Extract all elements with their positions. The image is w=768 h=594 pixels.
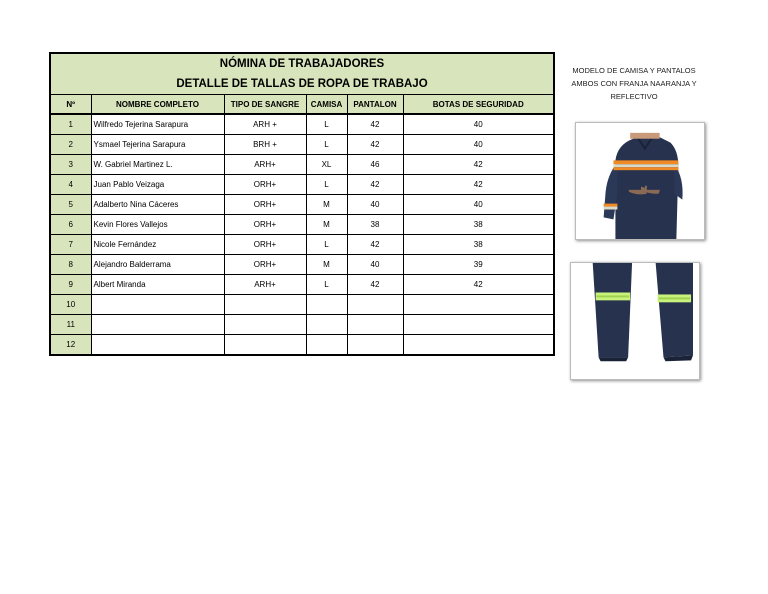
shirt-illustration <box>576 123 704 239</box>
cell-boots-size <box>403 335 553 355</box>
cell-number: 5 <box>51 195 91 215</box>
cell-number: 4 <box>51 175 91 195</box>
caption-line: REFLECTIVO <box>610 92 658 101</box>
cell-shirt-size: L <box>306 275 347 295</box>
cell-name: Wilfredo Tejerina Sarapura <box>91 114 224 135</box>
cell-number: 7 <box>51 235 91 255</box>
cell-name: Nicole Fernández <box>91 235 224 255</box>
cell-boots-size: 38 <box>403 215 553 235</box>
cell-name: Ysmael Tejerina Sarapura <box>91 135 224 155</box>
table-row <box>51 255 553 275</box>
cell-pants-size: 42 <box>347 275 403 295</box>
cell-blood-type: BRH + <box>224 135 306 155</box>
table-row <box>51 175 553 195</box>
cell-pants-size: 42 <box>347 235 403 255</box>
cell-boots-size: 40 <box>403 114 553 135</box>
col-header-blood-type: TIPO DE SANGRE <box>224 95 306 114</box>
cell-shirt-size: L <box>306 135 347 155</box>
cell-pants-size: 46 <box>347 155 403 175</box>
cell-shirt-size <box>306 335 347 355</box>
cell-shirt-size: M <box>306 215 347 235</box>
cell-shirt-size: M <box>306 195 347 215</box>
cell-blood-type: ORH+ <box>224 175 306 195</box>
table-row <box>51 155 553 175</box>
cell-name <box>91 315 224 335</box>
cell-name: W. Gabriel Martinez L. <box>91 155 224 175</box>
table-row <box>51 195 553 215</box>
table-row <box>51 315 553 335</box>
cell-boots-size: 39 <box>403 255 553 275</box>
cell-name: Juan Pablo Veizaga <box>91 175 224 195</box>
cell-name: Alejandro Balderrama <box>91 255 224 275</box>
cell-pants-size: 40 <box>347 195 403 215</box>
table-row <box>51 114 553 135</box>
cell-blood-type: ARH+ <box>224 275 306 295</box>
cell-number: 11 <box>51 315 91 335</box>
cell-number: 2 <box>51 135 91 155</box>
cell-boots-size: 40 <box>403 195 553 215</box>
cell-shirt-size <box>306 295 347 315</box>
worker-sheet <box>49 52 555 356</box>
cell-blood-type: ORH+ <box>224 215 306 235</box>
cell-name: Adalberto Nina Cáceres <box>91 195 224 215</box>
cell-name <box>91 295 224 315</box>
cell-shirt-size: L <box>306 175 347 195</box>
table-row <box>51 215 553 235</box>
cell-boots-size: 38 <box>403 235 553 255</box>
cell-number: 8 <box>51 255 91 275</box>
cell-shirt-size <box>306 315 347 335</box>
cell-number: 3 <box>51 155 91 175</box>
cell-name <box>91 335 224 355</box>
cell-shirt-size: L <box>306 235 347 255</box>
col-header-pants: PANTALON <box>347 95 403 114</box>
cell-name: Kevin Flores Vallejos <box>91 215 224 235</box>
col-header-shirt: CAMISA <box>306 95 347 114</box>
col-header-boots: BOTAS DE SEGURIDAD <box>403 95 553 114</box>
cell-pants-size <box>347 335 403 355</box>
caption-line: MODELO DE CAMISA Y PANTALOS <box>572 66 696 75</box>
table-row <box>51 295 553 315</box>
cell-blood-type: ORH+ <box>224 235 306 255</box>
cell-pants-size <box>347 315 403 335</box>
table-row <box>51 335 553 355</box>
sheet-title-block <box>51 54 553 95</box>
table-row <box>51 135 553 155</box>
table-row <box>51 235 553 255</box>
cell-pants-size: 42 <box>347 114 403 135</box>
table-row <box>51 275 553 295</box>
cell-boots-size: 42 <box>403 175 553 195</box>
sizes-table <box>51 95 553 354</box>
sheet-subtitle: DETALLE DE TALLAS DE ROPA DE TRABAJO <box>176 78 428 90</box>
cell-shirt-size: M <box>306 255 347 275</box>
cell-blood-type: ORH+ <box>224 255 306 275</box>
cell-blood-type: ORH+ <box>224 195 306 215</box>
cell-shirt-size: XL <box>306 155 347 175</box>
cell-blood-type <box>224 335 306 355</box>
caption-line: AMBOS CON FRANJA NAARANJA Y <box>571 79 697 88</box>
sheet-title: NÓMINA DE TRABAJADORES <box>219 58 385 70</box>
cell-pants-size: 40 <box>347 255 403 275</box>
cell-number: 1 <box>51 114 91 135</box>
uniform-caption <box>560 64 708 103</box>
cell-blood-type <box>224 295 306 315</box>
cell-boots-size <box>403 315 553 335</box>
cell-boots-size: 40 <box>403 135 553 155</box>
cell-number: 6 <box>51 215 91 235</box>
col-header-number: Nº <box>51 95 91 114</box>
cell-number: 10 <box>51 295 91 315</box>
cell-blood-type: ARH+ <box>224 155 306 175</box>
cell-blood-type <box>224 315 306 335</box>
cell-pants-size <box>347 295 403 315</box>
cell-pants-size: 38 <box>347 215 403 235</box>
cell-pants-size: 42 <box>347 135 403 155</box>
cell-boots-size: 42 <box>403 155 553 175</box>
cell-blood-type: ARH + <box>224 114 306 135</box>
cell-number: 12 <box>51 335 91 355</box>
cell-shirt-size: L <box>306 114 347 135</box>
cell-boots-size: 42 <box>403 275 553 295</box>
col-header-name: NOMBRE COMPLETO <box>91 95 224 114</box>
cell-boots-size <box>403 295 553 315</box>
shirt-photo <box>575 122 705 240</box>
cell-name: Albert Miranda <box>91 275 224 295</box>
cell-pants-size: 42 <box>347 175 403 195</box>
cell-number: 9 <box>51 275 91 295</box>
pants-illustration <box>571 263 699 379</box>
pants-photo <box>570 262 700 380</box>
header-row <box>51 95 553 114</box>
